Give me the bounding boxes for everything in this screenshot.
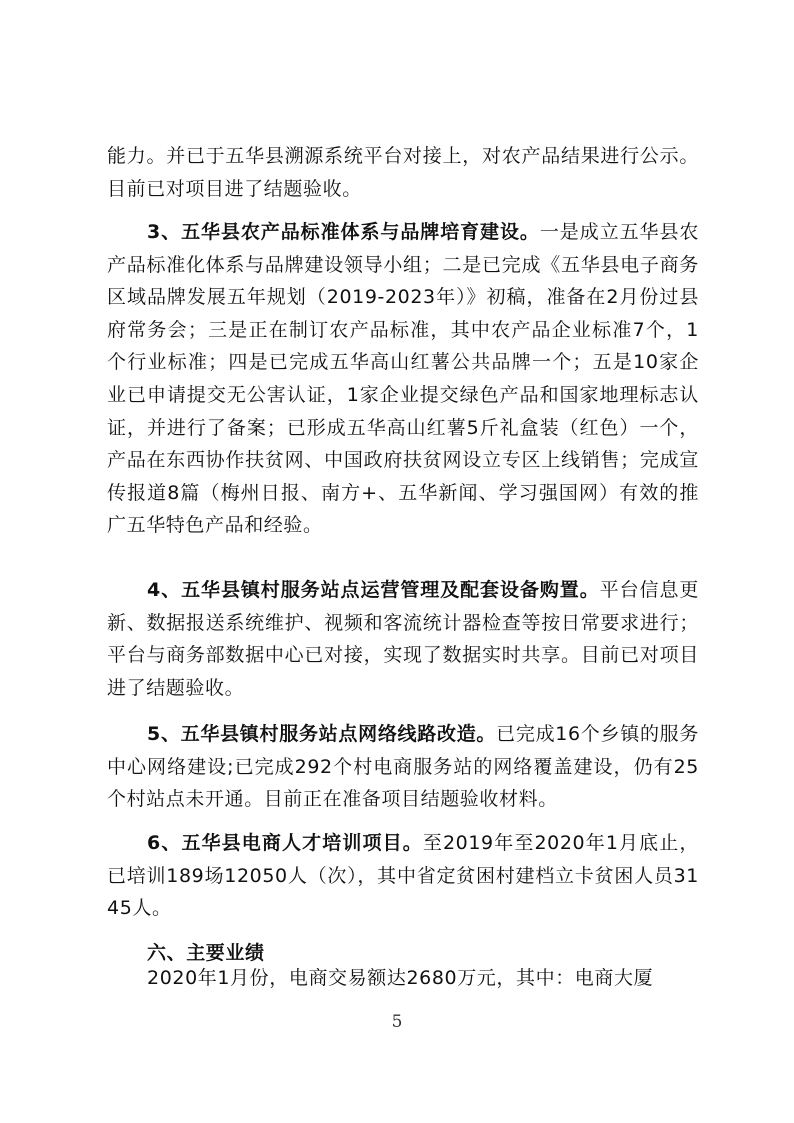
paragraph-talent-training bbox=[107, 827, 699, 925]
paragraph-service-station-ops-title: 4、五华县镇村服务站点运营管理及配套设备购置。 bbox=[147, 579, 600, 601]
paragraph-performance bbox=[107, 962, 699, 995]
paragraph-traceability bbox=[107, 140, 699, 205]
section-heading: 六、主要业绩 bbox=[147, 942, 265, 964]
paragraph-network-upgrade-body: 已完成16个乡镇的服务中心网络建设;已完成292个村电商服务站的网络覆盖建设，仍有25个村站点未开通。目前正在准备项目结题验收材料。 bbox=[107, 723, 699, 811]
paragraph-service-station-ops-body: 平台信息更新、数据报送系统维护、视频和客流统计器检查等按日常要求进行；平台与商务部数据中心已对接，实现了数据实时共享。目前已对项目进了结题验收。 bbox=[107, 579, 699, 699]
paragraph-standards-brand-title: 3、五华县农产品标准体系与品牌培育建设。 bbox=[147, 221, 540, 243]
paragraph-traceability-text: 能力。并已于五华县溯源系统平台对接上，对农产品结果进行公示。目前已对项目进了结题验收。 bbox=[107, 145, 699, 200]
paragraph-network-upgrade bbox=[107, 718, 699, 816]
paragraph-talent-training-title: 6、五华县电商人才培训项目。 bbox=[147, 832, 423, 854]
paragraph-performance-text: 2020年1月份，电商交易额达2680万元，其中：电商大厦 bbox=[147, 967, 654, 989]
page-number: 5 bbox=[391, 1012, 403, 1032]
paragraph-talent-training-body: 至2019年至2020年1月底止，已培训189场12050人（次），其中省定贫困村建档立卡贫困人员3145人。 bbox=[107, 832, 699, 920]
paragraph-standards-brand bbox=[107, 216, 699, 542]
paragraph-standards-brand-body: 一是成立五华县农产品标准化体系与品牌建设领导小组；二是已完成《五华县电子商务区域品牌发展五年规划（2019-2023年）》初稿，准备在2月份过县府常务会；三是正在制订农产品标准，其中农产品企业标准7个，1个行业标准；四是已完成五华高山红薯公共品牌一个；五是10家企业已申请提交无公害认证，1家企业提交绿色产品和国家地理标志认证，并进行了备案；已形成五华高山红薯5斤礼盒装（红色）一个，产品在东西协作扶贫网、中国政府扶贫网设立专区上线销售；完成宣传报道8篇（梅州日报、南方+、五华新闻、学习强国网）有效的推广五华特色产品和经验。 bbox=[107, 221, 699, 537]
paragraph-network-upgrade-title: 5、五华县镇村服务站点网络线路改造。 bbox=[147, 723, 497, 745]
paragraph-service-station-ops bbox=[107, 574, 699, 704]
